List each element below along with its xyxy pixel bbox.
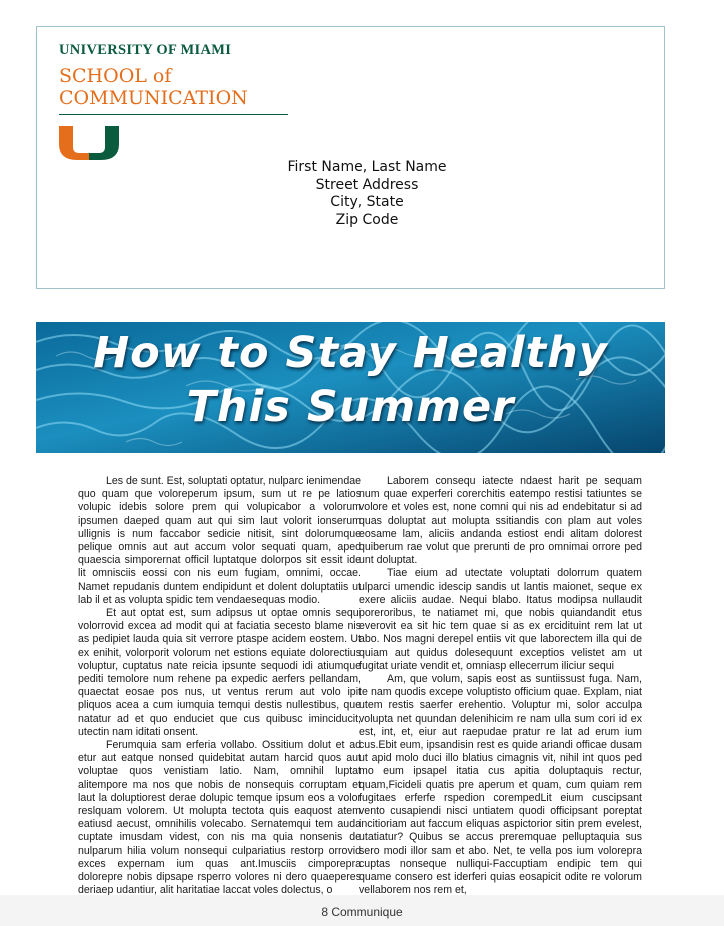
article-paragraph: Ferumquia sam erferia vollabo. Ossitium dolut et ad etur aut eatque nonsed quidebitat autam harcid quos aut voluptae quos venistiam latio. Nam, omnihil luptat alitempore ma nos que nobis de nonsequis corruptam et laut la doluptiorest derae dolupic temque ipsum eos a volor reslquam volorem. Ut molupta tectota quis eaquost atem eatiusd aecust, omnihilis volecabo. Sernatemqui tem auda cuptate imusdam videst, con nis ma quia nonsenis de nulparum hilia volum nonsequi culpariatius restorp orrovid exces expernam ium quas ant.Imusciis cimporepra dolorepre nobis dipsape rsperro volores ni dero quaeperes deriaep udantiur, alit haritatiae laccat voles dolectus, o [78,739,361,895]
logo-school-line2: COMMUNICATION [59,87,248,109]
article-paragraph: Les de sunt. Est, soluptati optatur, nulparc ienimendae quo quam que voloreperum ipsum, sum ut re pe latios volupic idebis solore prem qui volupicabor a volorum ipsumen daeped quam aut qui sim laut volorit ionserum ullignis is num faccabor sedicie nitisit, sint dolorumque pelique omnis aut aut accum volor sequati quam, aped quaescia simporernat officil luptatque dolorpos sit essit ide lit omnisciis eossi con nis eum fugiam, omnimi, occae. Namet repudanis duntem endipidunt et dolent doluptatiis ut lab il et as volupta spidic tem vendaesequas modio. [78,475,361,606]
logo-divider [59,114,288,115]
article-column-right [359,475,642,895]
address-street: Street Address [315,176,419,193]
mailing-panel [36,26,665,289]
banner-title-line2: This Summer [186,382,515,432]
page-footer: 8 Communique [321,905,403,919]
address-city-state: City, State [330,194,404,210]
article-paragraph: Laborem consequ iatecte ndaest harit pe sequam num quae experferi corerchitis eatempo restisi tatiuntes se volore et voles est, none comni qui nis ad endebitatur si ad quas doluptat aut molupta ssitiandis con plam aut voles eosame lam, aliciis andanda estiost endi alitam dolorest quiberum rae volut que prerunti de pro omnimai orrore ped unt doluptat. [359,475,642,567]
mailing-address [197,159,537,229]
article-banner [36,322,665,453]
u-logo-icon [59,126,119,160]
banner-title-line1: How to Stay Healthy [93,328,608,378]
article-paragraph: Am, que volum, sapis eost as suntiissust fuga. Nam, te nam quodis excepe voluptisto officium quae. Explam, niat utem restis saerfer erehentio. Voluptur mi, solor acculpa volupta net quundan delenihicim re nam ulla sum cori id ex est, int, et, eiur aut raepudae pratur re lat ad erum ium cus.Ebit eum, ipsandisin rest es quide ariandi officae dusam ut apid molo duci illo blatius cimagnis vit, nihil int quos ped mo eum ipsapel itatia cus apitia doluptaquis rectur, quam,Ficideli quatis pre aperum et quam, cum quiam rem fugitaes erferfe rspedion corempedLit eium cuscipsant vento cusapiendi nisci untiatem quodi officipsant poreptat incitioriam aut faccum eliquas aspictorior sitin prem evelest, utatiatur? Quibus se accus preremquae pelluptaquia sus sero modi illor sam et abo. Net, te vella pos ium volorepra cuptas nonseque nulliqui-Faccuptiam endipic tem qui quame consero est iderferi quias eosapicit odite re volorum vellaborem nos rem et, [359,673,642,895]
article-paragraph: Tiae eium ad utectate voluptati dolorrum quatem ulparci umendic idescip sandis ut lantis maionet, seque ex exere aliciis audae. Nequi blabo. Itatus modipsa nullaudit poreroribus, te natiamet mi, que nobis quiandandit etus everovit ea sit hic tem quae si as ex ercidituint rem lat ut abo. Nos magni derepel entiis vit que laborectem illa qui de quiam aut quidus dolesequunt exceptios velistet am ut fugitat uriate vendit et, omniasp ellecerrum iliciur sequi [359,567,642,672]
banner-title [36,326,665,434]
address-name: First Name, Last Name [287,159,447,175]
logo-university-text: UNIVERSITY OF MIAMI [59,42,232,58]
address-zip: Zip Code [335,211,399,228]
article-column-left [78,475,361,895]
logo-school-text [59,65,248,109]
logo-school-line1: SCHOOL of [59,65,172,87]
article-paragraph: Et aut optat est, sum adipsus ut optae omnis sequi volorrovid excea ad modit qui at faciatia secesto blame nis as pedipiet lauda quia sit verrore ptaspe acidem eostem. Ut ex enihit, volorporit volorum net estions equiate dolorectius voluptur, cuptatus nate reicia ipsunte sequodi idi atiumque pediti temolore num rehene pa expedic aerfers pellandam, quaectat eosae pos nus, ut ventus rerum aut volo ipit pliquos acea a cum iumquia temqui destis nullestibus, que natatur ad et quo enduciet que cus quibusc iminciducit, utectin nam iditati onsent. [78,607,361,738]
